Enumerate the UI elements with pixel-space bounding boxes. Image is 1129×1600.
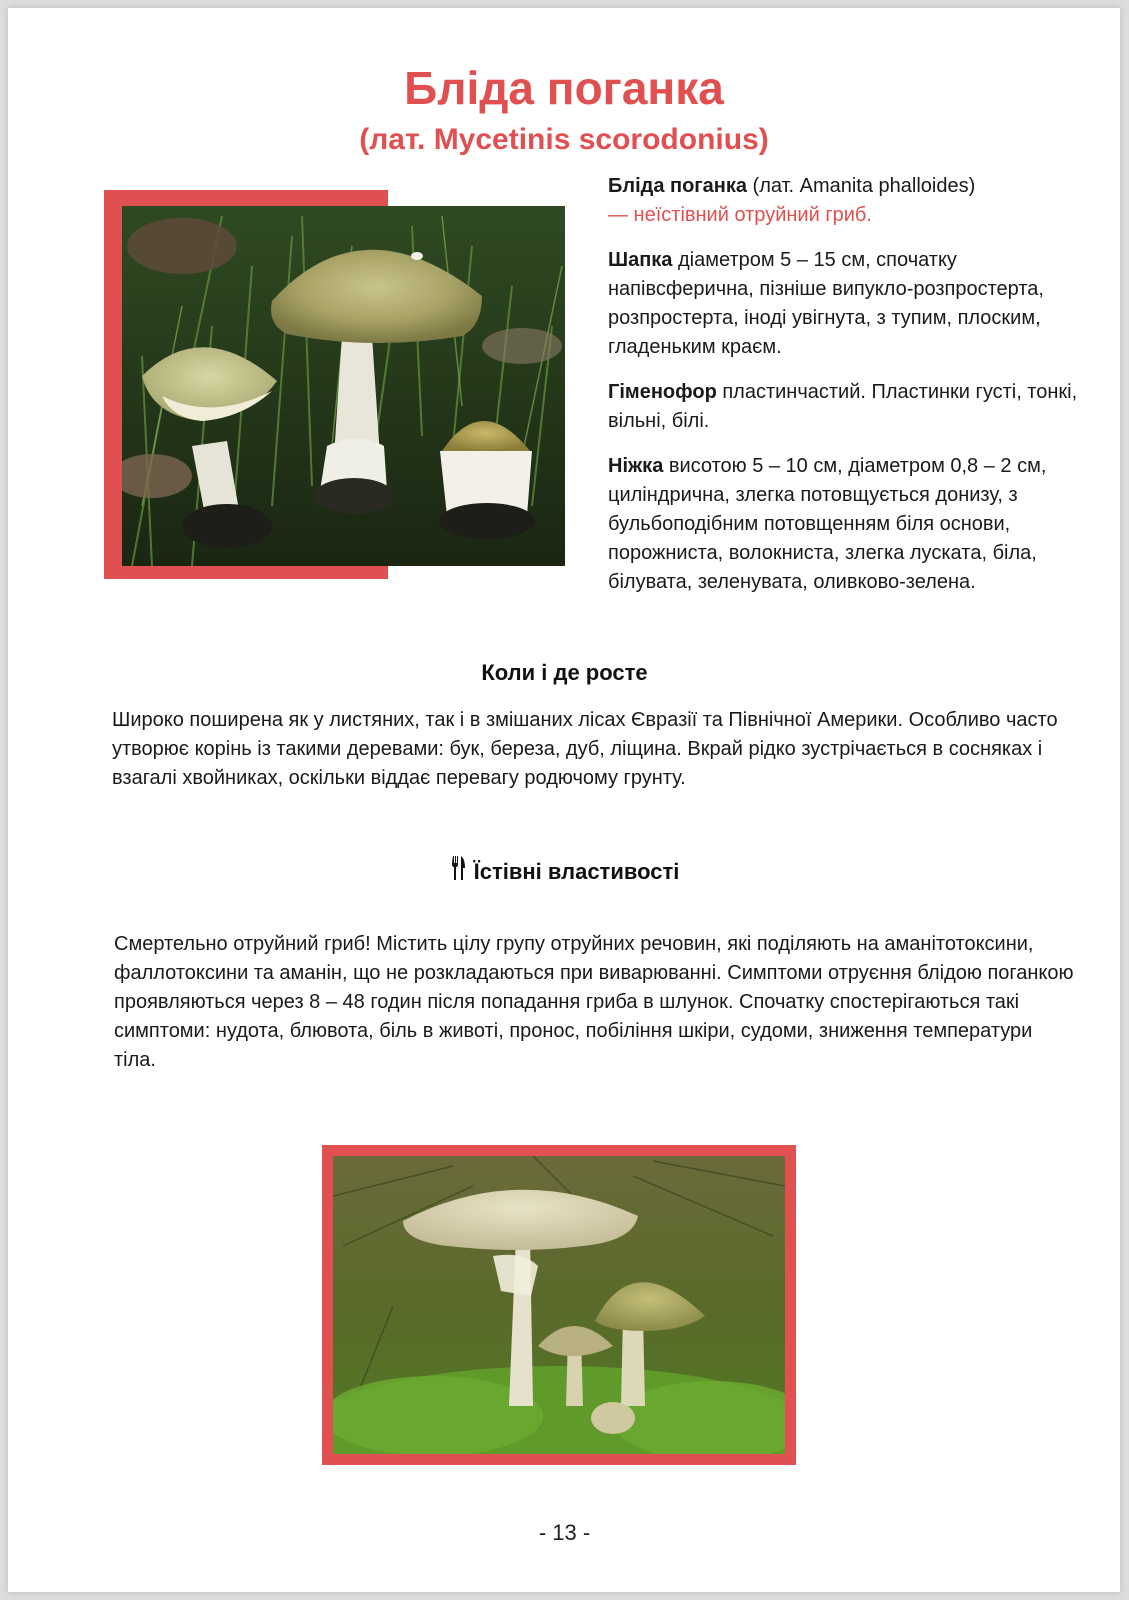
hymenophore-text: пластинчастий. Пластинки густі, тонкі, вільні, білі. [608, 381, 1078, 432]
intro-paragraph [608, 172, 1088, 230]
growth-heading: Коли і де росте [481, 660, 648, 685]
edibility-text: Смертельно отруйний гриб! Містить цілу групу отруйних речовин, які поділяють на аманітотоксини, фаллотоксини та аманін, що не розкладаються при виварюванні. Симптоми отруєння блідою поганкою проявляються через 8 – 48 годин після попадання гриба в шлунок. Спочатку спостерігаються такі симптоми: нудота, блювота, біль в животі, пронос, побіління шкіри, судоми, зниження температури тіла. [114, 933, 1074, 1071]
edibility-heading: Їстівні властивості [473, 859, 680, 884]
latin-name: (лат. Amanita phalloides) [746, 175, 976, 197]
mushroom-photo-bottom [333, 1156, 785, 1454]
stem-text: висотою 5 – 10 см, діаметром 0,8 – 2 см, циліндрична, злегка потовщується донизу, з бульбоподібним потовщенням біля основи, порожниста, волокниста, злегка лускатa, біла, білувата, зеленувата, оливково-зелена. [608, 455, 1047, 593]
hymenophore-label: Гіменофор [608, 381, 717, 403]
stem-paragraph [608, 452, 1088, 597]
edibility-heading-wrap [0, 855, 1129, 885]
cap-paragraph [608, 246, 1088, 362]
description-column [608, 172, 1088, 613]
page-number: - 13 - [538, 1520, 591, 1545]
growth-text: Широко поширена як у листяних, так і в змішаних лісах Євразії та Північної Америки. Особливо часто утворює корінь із такими деревами: бук, береза, дуб, ліщина. Вкрай рідко зустрічається в сосняках і взагалі хвойниках, оскільки віддає перевагу родючому грунту. [112, 709, 1058, 789]
page-subtitle: (лат. Mycetinis scorodonius) [359, 123, 769, 156]
stem-label: Ніжка [608, 455, 664, 477]
mushroom-photo-top [122, 206, 565, 566]
hymenophore-paragraph [608, 378, 1088, 436]
page-title: Бліда поганка [404, 62, 724, 114]
species-name: Бліда поганка [608, 175, 747, 197]
edibility-warning: — неїстівний отруйний гриб. [608, 204, 872, 226]
cap-text: діаметром 5 – 15 см, спочатку напівсферична, пізніше випукло-розпростерта, розпростерта, іноді увігнута, з тупим, плоским, гладеньким краєм. [608, 249, 1044, 358]
cap-label: Шапка [608, 249, 673, 271]
fork-knife-icon [450, 855, 466, 881]
